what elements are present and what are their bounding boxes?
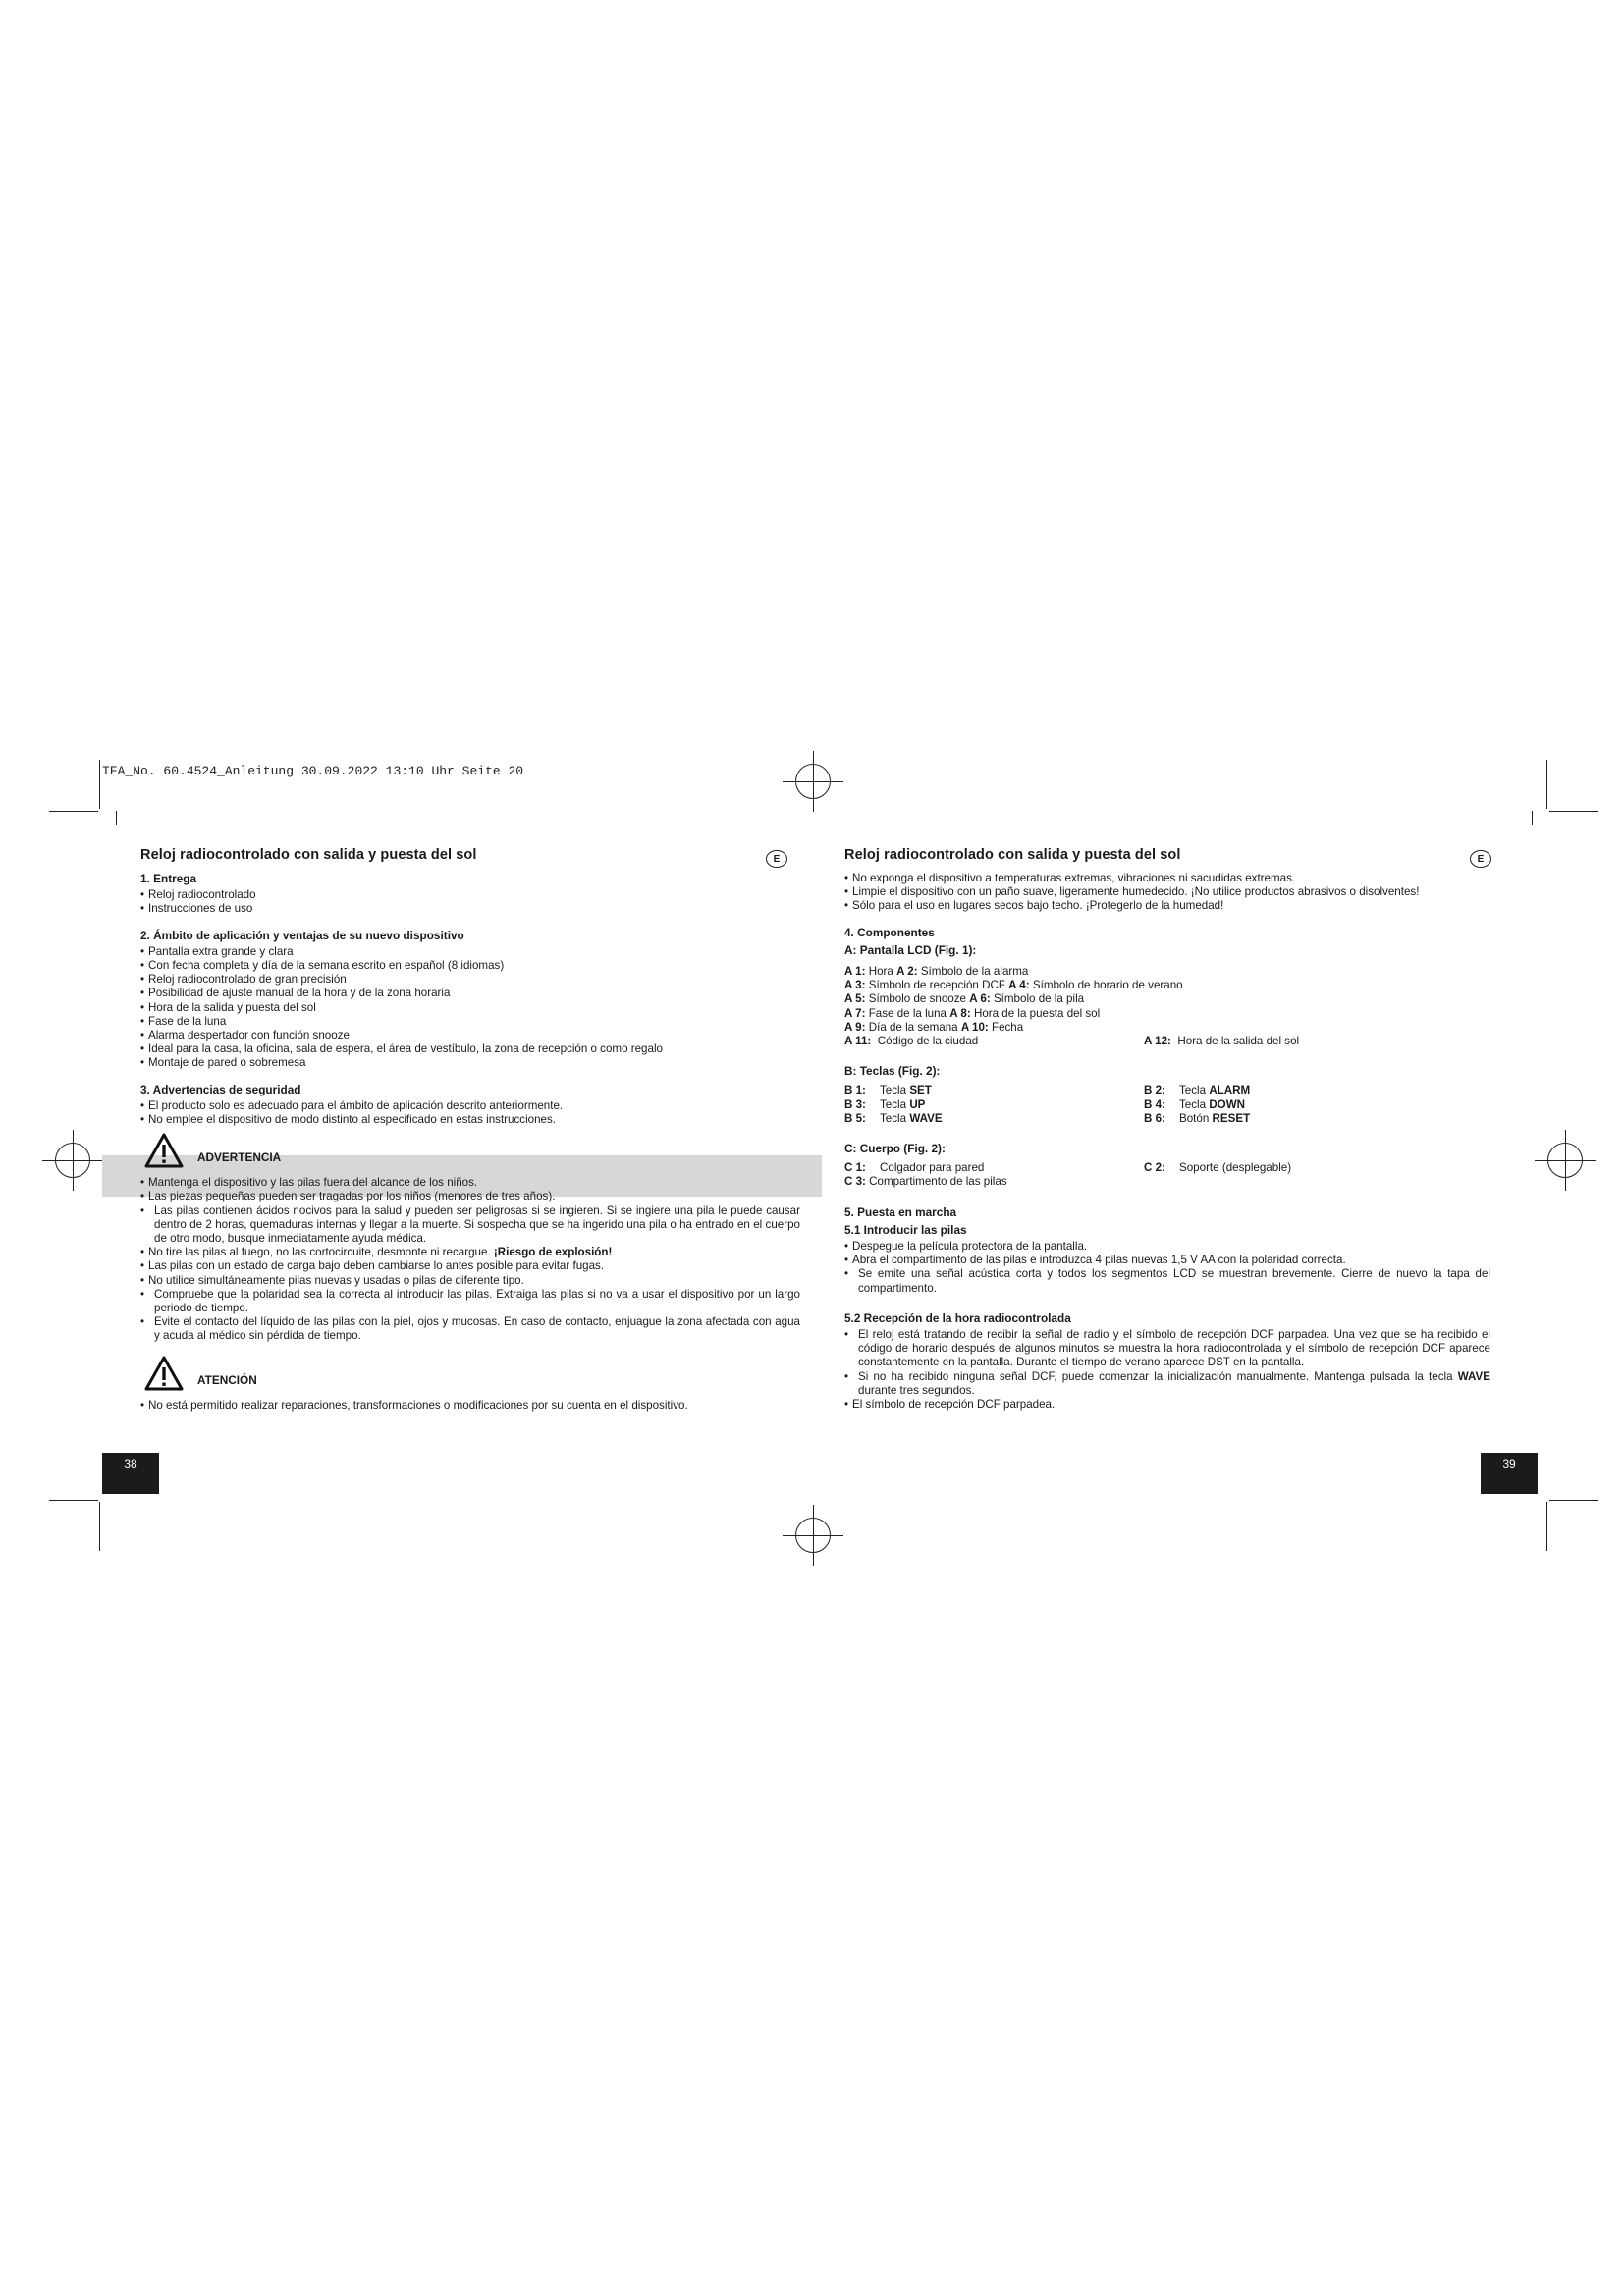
list-item: • No utilice simultáneamente pilas nuevas y usadas o pilas de diferente tipo. <box>140 1274 800 1288</box>
list-item: • Abra el compartimento de las pilas e introduzca 4 pilas nuevas 1,5 V AA con la polaridad correcta. <box>844 1254 1490 1267</box>
list-item: • Las pilas con un estado de carga bajo deben cambiarse lo antes posible para evitar fugas. <box>140 1259 800 1273</box>
list-item: • Las pilas contienen ácidos nocivos para la salud y pueden ser peligrosas si se ingieren. Si se ingiere una pila le puede causar dentro de 2 horas, quemaduras internas y llegar a la muerte. Si sospecha que se ha ingerido una pila o ha entrado en el cuerpo de otro modo, busque inmediatamente ayuda médica. <box>140 1204 800 1247</box>
key-row: B 3: Tecla UP B 4: Tecla DOWN <box>844 1097 1246 1111</box>
language-tag: E <box>766 850 787 868</box>
lcd-row: A 3: Símbolo de recepción DCF A 4: Símbolo de horario de verano <box>844 979 1183 992</box>
section-heading: 1. Entrega <box>140 872 197 885</box>
attention-label: ATENCIÓN <box>197 1372 257 1387</box>
crop-mark <box>1549 1500 1598 1501</box>
list-item: • No exponga el dispositivo a temperaturas extremas, vibraciones ni sacudidas extremas. <box>844 872 1490 885</box>
registration-mark <box>1547 1143 1583 1178</box>
crop-mark <box>49 1500 98 1501</box>
list-item: • No está permitido realizar reparaciones, transformaciones o modificaciones por su cuenta en el dispositivo. <box>140 1399 800 1413</box>
warning-label: ADVERTENCIA <box>197 1150 282 1165</box>
list-item: • Posibilidad de ajuste manual de la hora y de la zona horaria <box>140 987 800 1000</box>
subsection-heading: B: Teclas (Fig. 2): <box>844 1064 941 1079</box>
page-title: Reloj radiocontrolado con salida y puesta del sol <box>140 847 477 863</box>
subsection-heading: 5.1 Introducir las pilas <box>844 1222 967 1237</box>
right-page <box>844 846 1490 1412</box>
crop-mark <box>1532 811 1533 825</box>
page-number: 38 <box>102 1453 159 1494</box>
section-heading: 5. Puesta en marcha <box>844 1204 957 1219</box>
list-item: • Evite el contacto del líquido de las pilas con la piel, ojos y mucosas. En caso de contacto, enjuague la zona afectada con agua y acuda al médico sin pérdida de tiempo. <box>140 1315 800 1343</box>
list-item: • Con fecha completa y día de la semana escrito en español (8 idiomas) <box>140 959 800 973</box>
subsection-heading: 5.2 Recepción de la hora radiocontrolada <box>844 1310 1071 1325</box>
list-item: • El reloj está tratando de recibir la señal de radio y el símbolo de recepción DCF parpadea. Una vez que se ha recibido el código de horario después de algunos minutos se muestra la hora radiocontrolada y el símbolo de recepción DCF aparece constantemente en la pantalla. Durante el tiempo de verano aparece DST en la pantalla. <box>844 1328 1490 1370</box>
warning-triangle-icon <box>144 1356 184 1391</box>
page-title: Reloj radiocontrolado con salida y puesta del sol <box>844 847 1181 863</box>
lcd-row: A 5: Símbolo de snooze A 6: Símbolo de la pila <box>844 992 1085 1006</box>
crop-mark <box>1546 1502 1547 1551</box>
crop-mark <box>99 1502 100 1551</box>
list-item: • Si no ha recibido ninguna señal DCF, puede comenzar la inicialización manualmente. Mantenga pulsada la tecla WAVE durante tres segundos. <box>844 1370 1490 1398</box>
body-row: C 1: Colgador para pared C 2: Soporte (desplegable) <box>844 1161 1292 1175</box>
registration-mark <box>795 764 831 799</box>
list-item: • No emplee el dispositivo de modo distinto al especificado en estas instrucciones. <box>140 1113 800 1127</box>
crop-mark <box>1549 811 1598 812</box>
list-item: • Ideal para la casa, la oficina, sala de espera, el área de vestíbulo, la zona de recepción o como regalo <box>140 1042 800 1056</box>
list-item: • Despegue la película protectora de la pantalla. <box>844 1240 1490 1254</box>
key-row: B 5: Tecla WAVE B 6: Botón RESET <box>844 1111 1251 1125</box>
registration-mark <box>55 1143 90 1178</box>
list-item <box>140 1246 800 1259</box>
list-item: • Reloj radiocontrolado <box>140 888 800 902</box>
attention-header <box>144 1354 800 1393</box>
list-item: • Alarma despertador con función snooze <box>140 1029 800 1042</box>
subsection-heading: C: Cuerpo (Fig. 2): <box>844 1142 946 1156</box>
list-item: • Sólo para el uso en lugares secos bajo techo. ¡Protegerlo de la humedad! <box>844 899 1490 913</box>
list-item: • Pantalla extra grande y clara <box>140 945 800 959</box>
language-tag: E <box>1470 850 1491 868</box>
list-item: • El símbolo de recepción DCF parpadea. <box>844 1398 1490 1412</box>
key-row: B 1: Tecla SET B 2: Tecla ALARM <box>844 1084 1251 1097</box>
explosion-risk: ¡Riesgo de explosión! <box>493 1246 613 1259</box>
lcd-row: A 1: Hora A 2: Símbolo de la alarma <box>844 965 1029 979</box>
list-item: • Montaje de pared o sobremesa <box>140 1056 800 1070</box>
lcd-row: A 7: Fase de la luna A 8: Hora de la puesta del sol <box>844 1006 1101 1020</box>
list-item: • Mantenga el dispositivo y las pilas fuera del alcance de los niños. <box>140 1176 800 1190</box>
list-item: • Reloj radiocontrolado de gran precisión <box>140 973 800 987</box>
subsection-heading: A: Pantalla LCD (Fig. 1): <box>844 942 977 957</box>
section-heading: 2. Ámbito de aplicación y ventajas de su nuevo dispositivo <box>140 928 464 942</box>
crop-mark <box>1546 760 1547 809</box>
list-item: • Las piezas pequeñas pueden ser tragadas por los niños (menores de tres años). <box>140 1190 800 1203</box>
list-item-text: No tire las pilas al fuego, no las cortocircuite, desmonte ni recargue. <box>148 1246 491 1259</box>
list-item: • Fase de la luna <box>140 1015 800 1029</box>
list-item: • Instrucciones de uso <box>140 902 800 916</box>
list-item: • Limpie el dispositivo con un paño suave, ligeramente humedecido. ¡No utilice productos abrasivos o disolventes! <box>844 885 1490 899</box>
page-number: 39 <box>1481 1453 1538 1494</box>
list-item: • Hora de la salida y puesta del sol <box>140 1001 800 1015</box>
warning-header <box>144 1131 800 1170</box>
warning-triangle-icon <box>144 1133 184 1168</box>
section-heading: 4. Componentes <box>844 925 935 939</box>
crop-mark <box>99 760 100 809</box>
print-slug: TFA_No. 60.4524_Anleitung 30.09.2022 13:10 Uhr Seite 20 <box>102 764 524 778</box>
crop-mark <box>116 811 117 825</box>
lcd-row: A 9: Día de la semana A 10: Fecha <box>844 1020 1024 1034</box>
left-page <box>140 846 800 1413</box>
list-item: • Se emite una señal acústica corta y todos los segmentos LCD se muestran brevemente. Cierre de nuevo la tapa del compartimento. <box>844 1267 1490 1295</box>
list-item: • Compruebe que la polaridad sea la correcta al introducir las pilas. Extraiga las pilas si no va a usar el dispositivo por un largo periodo de tiempo. <box>140 1288 800 1315</box>
section-heading: 3. Advertencias de seguridad <box>140 1082 301 1096</box>
crop-mark <box>49 811 98 812</box>
list-item: • El producto solo es adecuado para el ámbito de aplicación descrito anteriormente. <box>140 1099 800 1113</box>
body-row: C 3: Compartimento de las pilas <box>844 1175 1007 1189</box>
lcd-row: A 11: Código de la ciudad A 12: Hora de la salida del sol <box>844 1035 1300 1048</box>
registration-mark <box>795 1518 831 1553</box>
